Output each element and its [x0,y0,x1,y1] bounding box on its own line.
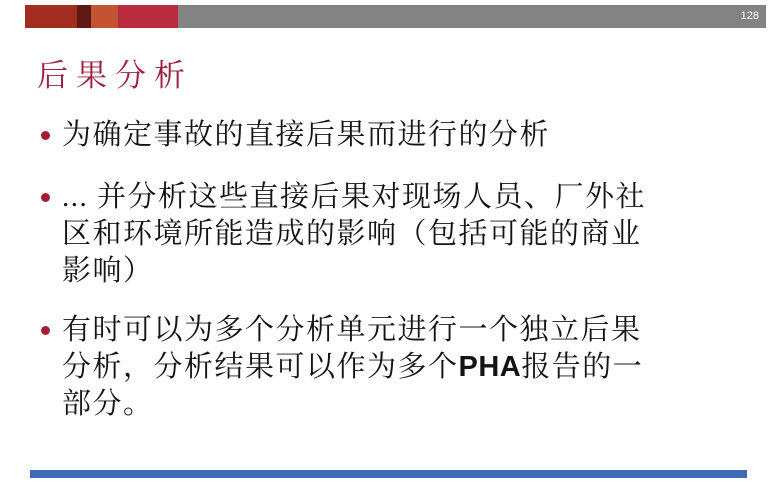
bullet-text-block [40,312,745,423]
bottom-decoration-bar [30,470,747,478]
bullet-text-segment: 报告的一 [521,351,644,383]
top-decoration-bar [0,5,771,28]
bullet-text-block [40,179,745,290]
bullet-item-3 [40,312,745,423]
bullet-text-segment: 分析，分析结果可以作为多个 [62,351,459,383]
bullet-line: 为确定事故的直接后果而进行的分析 [62,119,551,151]
page-number-bar [178,5,766,28]
bullet-item-1 [40,117,745,154]
bullet-line [62,349,745,386]
bullet-item-2 [40,179,745,290]
bullet-line: 影响） [62,255,154,287]
bullet-dot-icon [41,193,50,202]
decoration-block-1 [25,5,77,28]
bullet-text-block [40,117,745,154]
bullet-line: 区和环境所能造成的影响（包括可能的商业 [62,218,642,250]
bullet-dot-icon [41,131,50,140]
decoration-block-4 [118,5,178,28]
page-number: 128 [740,10,759,22]
bullet-line: 有时可以为多个分析单元进行一个独立后果 [62,314,642,346]
decoration-block-2 [77,5,91,28]
bullet-dot-icon [41,326,50,335]
bullet-line: ... 并分析这些直接后果对现场人员、厂外社 [62,181,647,213]
decoration-block-3 [91,5,118,28]
pha-abbreviation: PHA [458,351,522,383]
slide-title: 后果分析 [37,58,193,93]
bullet-line: 部分。 [62,388,154,420]
